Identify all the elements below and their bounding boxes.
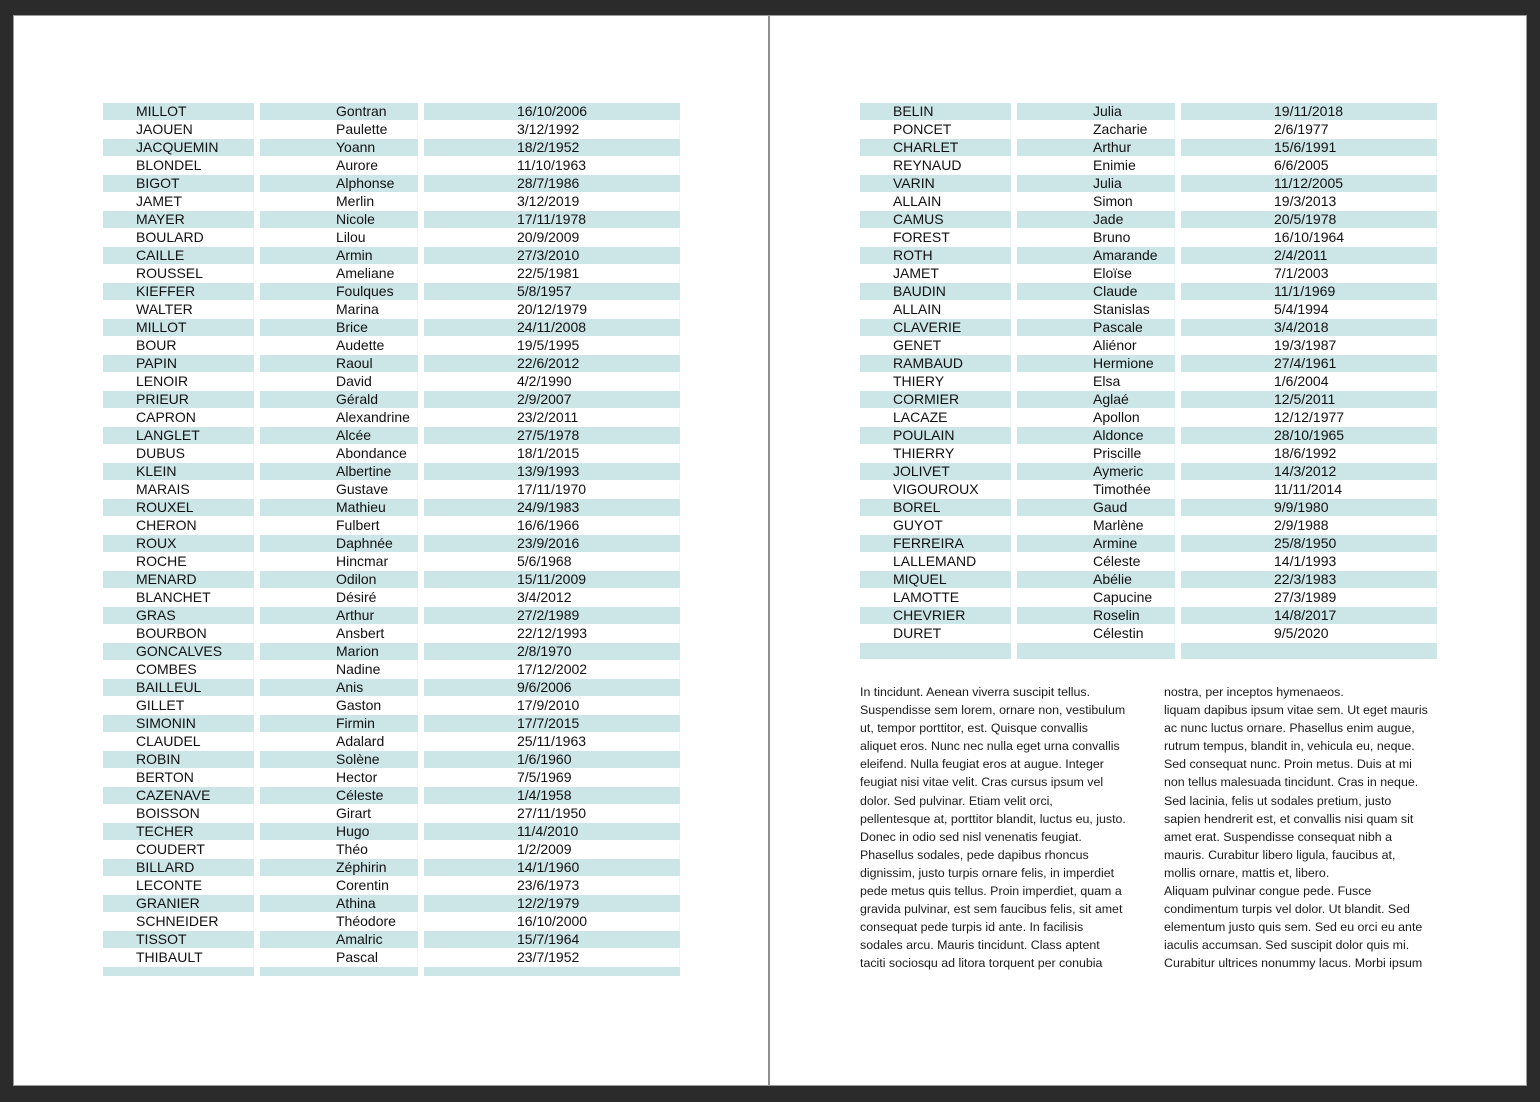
- birth-date-cell: 17/7/2015: [424, 715, 680, 732]
- first-name-cell: Capucine: [1017, 589, 1175, 606]
- last-name-cell: GENET: [860, 337, 1011, 354]
- first-name-cell: Julia: [1017, 103, 1175, 120]
- birth-date-cell: 3/12/2019: [424, 193, 680, 210]
- birth-date-cell: 23/2/2011: [424, 409, 680, 426]
- first-name-cell: Albertine: [260, 463, 418, 480]
- first-name-cell: Alcée: [260, 427, 418, 444]
- first-name-cell: Priscille: [1017, 445, 1175, 462]
- last-name-cell: JAOUEN: [103, 121, 254, 138]
- first-name-cell: Lilou: [260, 229, 418, 246]
- last-name-cell: CHERON: [103, 517, 254, 534]
- birth-date-cell: 17/11/1978: [424, 211, 680, 228]
- first-name-cell: Pascal: [260, 949, 418, 966]
- birth-date-cell: 9/6/2006: [424, 679, 680, 696]
- last-name-cell: BIGOT: [103, 175, 254, 192]
- birth-date-cell: 27/5/1978: [424, 427, 680, 444]
- birth-date-cell: 17/9/2010: [424, 697, 680, 714]
- last-name-cell: VARIN: [860, 175, 1011, 192]
- first-name-cell: Daphnée: [260, 535, 418, 552]
- birth-date-cell: 9/9/1980: [1181, 499, 1437, 516]
- first-name-cell: Abondance: [260, 445, 418, 462]
- birth-date-cell: 2/9/1988: [1181, 517, 1437, 534]
- first-name-cell: Pascale: [1017, 319, 1175, 336]
- last-name-cell: CHARLET: [860, 139, 1011, 156]
- first-name-cell: Hector: [260, 769, 418, 786]
- last-name-cell: PAPIN: [103, 355, 254, 372]
- first-name-cell: Arthur: [260, 607, 418, 624]
- last-name-cell: BERTON: [103, 769, 254, 786]
- last-name-cell: ROUXEL: [103, 499, 254, 516]
- last-name-cell: BOISSON: [103, 805, 254, 822]
- last-name-cell: PONCET: [860, 121, 1011, 138]
- birth-date-cell: 3/12/1992: [424, 121, 680, 138]
- first-name-cell: Corentin: [260, 877, 418, 894]
- last-name-cell: LENOIR: [103, 373, 254, 390]
- birth-date-cell: 16/10/2006: [424, 103, 680, 120]
- birth-date-cell: 27/3/2010: [424, 247, 680, 264]
- first-name-cell: Merlin: [260, 193, 418, 210]
- birth-date-cell: 23/6/1973: [424, 877, 680, 894]
- birth-date-cell: 18/2/1952: [424, 139, 680, 156]
- last-name-cell: MILLOT: [103, 103, 254, 120]
- birth-date-cell: 18/6/1992: [1181, 445, 1437, 462]
- last-name-cell: MARAIS: [103, 481, 254, 498]
- first-name-cell: Marion: [260, 643, 418, 660]
- first-name-cell: Eloïse: [1017, 265, 1175, 282]
- birth-date-cell: 25/11/1963: [424, 733, 680, 750]
- birth-date-cell: 11/1/1969: [1181, 283, 1437, 300]
- first-name-cell: Anis: [260, 679, 418, 696]
- birth-date-cell: 15/7/1964: [424, 931, 680, 948]
- first-name-cell: Aldonce: [1017, 427, 1175, 444]
- last-name-cell: LAMOTTE: [860, 589, 1011, 606]
- birth-date-cell: 18/1/2015: [424, 445, 680, 462]
- first-name-cell: Enimie: [1017, 157, 1175, 174]
- last-name-cell: BOREL: [860, 499, 1011, 516]
- first-name-cell: Marina: [260, 301, 418, 318]
- last-name-cell: CORMIER: [860, 391, 1011, 408]
- last-name-cell: JACQUEMIN: [103, 139, 254, 156]
- birth-date-cell: 5/8/1957: [424, 283, 680, 300]
- last-name-cell: COMBES: [103, 661, 254, 678]
- first-name-cell: Fulbert: [260, 517, 418, 534]
- last-name-cell: DUBUS: [103, 445, 254, 462]
- birth-date-cell: 2/9/2007: [424, 391, 680, 408]
- first-name-cell: Armin: [260, 247, 418, 264]
- birth-date-cell: 27/3/1989: [1181, 589, 1437, 606]
- first-name-cell: Bruno: [1017, 229, 1175, 246]
- first-name-cell: Arthur: [1017, 139, 1175, 156]
- birth-date-cell: 13/9/1993: [424, 463, 680, 480]
- birth-date-cell: 14/3/2012: [1181, 463, 1437, 480]
- first-name-cell: Paulette: [260, 121, 418, 138]
- first-name-cell: Abélie: [1017, 571, 1175, 588]
- first-name-cell: Ameliane: [260, 265, 418, 282]
- first-name-cell: Audette: [260, 337, 418, 354]
- birth-date-cell: 19/5/1995: [424, 337, 680, 354]
- first-name-cell: Hermione: [1017, 355, 1175, 372]
- first-name-cell: Nadine: [260, 661, 418, 678]
- empty-cell: [1181, 643, 1437, 659]
- first-name-cell: Simon: [1017, 193, 1175, 210]
- birth-date-cell: 3/4/2012: [424, 589, 680, 606]
- birth-date-cell: 5/6/1968: [424, 553, 680, 570]
- last-name-cell: GRANIER: [103, 895, 254, 912]
- birth-date-cell: 14/1/1960: [424, 859, 680, 876]
- last-name-cell: LECONTE: [103, 877, 254, 894]
- first-name-cell: Hugo: [260, 823, 418, 840]
- first-name-cell: Foulques: [260, 283, 418, 300]
- first-name-cell: Raoul: [260, 355, 418, 372]
- last-name-cell: WALTER: [103, 301, 254, 318]
- last-name-cell: THIERY: [860, 373, 1011, 390]
- last-name-cell: PRIEUR: [103, 391, 254, 408]
- empty-cell: [260, 967, 418, 976]
- first-name-cell: Zéphirin: [260, 859, 418, 876]
- first-name-cell: Zacharie: [1017, 121, 1175, 138]
- first-name-cell: Elsa: [1017, 373, 1175, 390]
- last-name-cell: JAMET: [103, 193, 254, 210]
- empty-cell: [424, 967, 680, 976]
- last-name-cell: CAZENAVE: [103, 787, 254, 804]
- last-name-cell: POULAIN: [860, 427, 1011, 444]
- first-name-cell: Roselin: [1017, 607, 1175, 624]
- last-name-cell: MILLOT: [103, 319, 254, 336]
- first-name-cell: Apollon: [1017, 409, 1175, 426]
- last-name-cell: BOUR: [103, 337, 254, 354]
- birth-date-cell: 23/7/1952: [424, 949, 680, 966]
- last-name-cell: COUDERT: [103, 841, 254, 858]
- last-name-cell: CLAVERIE: [860, 319, 1011, 336]
- first-name-cell: Brice: [260, 319, 418, 336]
- birth-date-cell: 7/1/2003: [1181, 265, 1437, 282]
- last-name-cell: VIGOUROUX: [860, 481, 1011, 498]
- last-name-cell: BELIN: [860, 103, 1011, 120]
- birth-date-cell: 22/6/2012: [424, 355, 680, 372]
- first-name-cell: Claude: [1017, 283, 1175, 300]
- first-name-cell: Alexandrine: [260, 409, 418, 426]
- last-name-cell: ROCHE: [103, 553, 254, 570]
- last-name-cell: FOREST: [860, 229, 1011, 246]
- first-name-cell: Céleste: [260, 787, 418, 804]
- last-name-cell: LALLEMAND: [860, 553, 1011, 570]
- text-column-1: In tincidunt. Aenean viverra suscipit tellus. Suspendisse sem lorem, ornare non, vestibulum ut, tempor porttitor, est. Quisque convallis aliquet eros. Nunc nec nulla eget urna convallis eleifend. Nulla feugiat eros at augue. Integer feugiat nisi vitae velit. Cras cursus ipsum vel dolor. Sed pulvinar. Etiam velit orci, pellentesque at, porttitor blandit, luctus eu, justo. Donec in odio sed nisl venenatis feugiat. Phasellus sodales, pede dapibus rhoncus dignissim, justo turpis ornare felis, in imperdiet pede metus quis tellus. Proin imperdiet, quam a gravida pulvinar, est sem faucibus felis, sit amet consequat pede turpis id ante. In facilisis sodales arcu. Mauris tincidunt. Class aptent taciti sociosqu ad litora torquent per conubia: [860, 685, 1126, 971]
- last-name-cell: ROTH: [860, 247, 1011, 264]
- last-name-cell: BLONDEL: [103, 157, 254, 174]
- birth-date-cell: 22/12/1993: [424, 625, 680, 642]
- first-name-cell: Jade: [1017, 211, 1175, 228]
- birth-date-cell: 11/4/2010: [424, 823, 680, 840]
- last-name-cell: BAILLEUL: [103, 679, 254, 696]
- last-name-cell: MENARD: [103, 571, 254, 588]
- birth-date-cell: 9/5/2020: [1181, 625, 1437, 642]
- birth-date-cell: 17/11/1970: [424, 481, 680, 498]
- first-name-cell: David: [260, 373, 418, 390]
- document-spread: [13, 15, 1527, 1086]
- last-name-cell: ROUX: [103, 535, 254, 552]
- last-name-cell: GRAS: [103, 607, 254, 624]
- first-name-cell: Yoann: [260, 139, 418, 156]
- last-name-cell: BLANCHET: [103, 589, 254, 606]
- birth-date-cell: 14/1/1993: [1181, 553, 1437, 570]
- birth-date-cell: 16/6/1966: [424, 517, 680, 534]
- last-name-cell: KLEIN: [103, 463, 254, 480]
- last-name-cell: THIBAULT: [103, 949, 254, 966]
- last-name-cell: TISSOT: [103, 931, 254, 948]
- last-name-cell: GUYOT: [860, 517, 1011, 534]
- birth-date-cell: 19/3/2013: [1181, 193, 1437, 210]
- last-name-cell: BAUDIN: [860, 283, 1011, 300]
- birth-date-cell: 4/2/1990: [424, 373, 680, 390]
- first-name-cell: Théodore: [260, 913, 418, 930]
- last-name-cell: ROUSSEL: [103, 265, 254, 282]
- first-name-cell: Gérald: [260, 391, 418, 408]
- first-name-cell: Amarande: [1017, 247, 1175, 264]
- first-name-cell: Gaud: [1017, 499, 1175, 516]
- birth-date-cell: 16/10/1964: [1181, 229, 1437, 246]
- birth-date-cell: 28/10/1965: [1181, 427, 1437, 444]
- birth-date-cell: 15/11/2009: [424, 571, 680, 588]
- first-name-cell: Gaston: [260, 697, 418, 714]
- first-name-cell: Armine: [1017, 535, 1175, 552]
- birth-date-cell: 27/2/1989: [424, 607, 680, 624]
- first-name-cell: Adalard: [260, 733, 418, 750]
- birth-date-cell: 7/5/1969: [424, 769, 680, 786]
- birth-date-cell: 11/11/2014: [1181, 481, 1437, 498]
- first-name-cell: Amalric: [260, 931, 418, 948]
- last-name-cell: LACAZE: [860, 409, 1011, 426]
- last-name-cell: JAMET: [860, 265, 1011, 282]
- empty-cell: [103, 967, 254, 976]
- last-name-cell: THIERRY: [860, 445, 1011, 462]
- birth-date-cell: 20/12/1979: [424, 301, 680, 318]
- first-name-cell: Célestin: [1017, 625, 1175, 642]
- birth-date-cell: 5/4/1994: [1181, 301, 1437, 318]
- first-name-cell: Marlène: [1017, 517, 1175, 534]
- birth-date-cell: 22/5/1981: [424, 265, 680, 282]
- birth-date-cell: 20/9/2009: [424, 229, 680, 246]
- last-name-cell: CAMUS: [860, 211, 1011, 228]
- birth-date-cell: 1/6/1960: [424, 751, 680, 768]
- page-divider: [768, 16, 770, 1085]
- last-name-cell: BOULARD: [103, 229, 254, 246]
- first-name-cell: Athina: [260, 895, 418, 912]
- last-name-cell: JOLIVET: [860, 463, 1011, 480]
- birth-date-cell: 1/6/2004: [1181, 373, 1437, 390]
- last-name-cell: FERREIRA: [860, 535, 1011, 552]
- last-name-cell: SCHNEIDER: [103, 913, 254, 930]
- first-name-cell: Nicole: [260, 211, 418, 228]
- first-name-cell: Julia: [1017, 175, 1175, 192]
- last-name-cell: KIEFFER: [103, 283, 254, 300]
- first-name-cell: Aglaé: [1017, 391, 1175, 408]
- birth-date-cell: 2/4/2011: [1181, 247, 1437, 264]
- birth-date-cell: 3/4/2018: [1181, 319, 1437, 336]
- birth-date-cell: 2/8/1970: [424, 643, 680, 660]
- last-name-cell: BOURBON: [103, 625, 254, 642]
- birth-date-cell: 24/9/1983: [424, 499, 680, 516]
- last-name-cell: CAILLE: [103, 247, 254, 264]
- birth-date-cell: 2/6/1977: [1181, 121, 1437, 138]
- birth-date-cell: 14/8/2017: [1181, 607, 1437, 624]
- last-name-cell: GONCALVES: [103, 643, 254, 660]
- birth-date-cell: 28/7/1986: [424, 175, 680, 192]
- last-name-cell: BILLARD: [103, 859, 254, 876]
- birth-date-cell: 1/4/1958: [424, 787, 680, 804]
- birth-date-cell: 20/5/1978: [1181, 211, 1437, 228]
- first-name-cell: Ansbert: [260, 625, 418, 642]
- last-name-cell: REYNAUD: [860, 157, 1011, 174]
- first-name-cell: Hincmar: [260, 553, 418, 570]
- body-text-columns: [860, 683, 1437, 973]
- birth-date-cell: 27/11/1950: [424, 805, 680, 822]
- birth-date-cell: 11/10/1963: [424, 157, 680, 174]
- last-name-cell: LANGLET: [103, 427, 254, 444]
- last-name-cell: MIQUEL: [860, 571, 1011, 588]
- first-name-cell: Firmin: [260, 715, 418, 732]
- birth-date-cell: 16/10/2000: [424, 913, 680, 930]
- birth-date-cell: 23/9/2016: [424, 535, 680, 552]
- last-name-cell: ALLAIN: [860, 301, 1011, 318]
- first-name-cell: Odilon: [260, 571, 418, 588]
- birth-date-cell: 12/12/1977: [1181, 409, 1437, 426]
- empty-cell: [1017, 643, 1175, 659]
- birth-date-cell: 25/8/1950: [1181, 535, 1437, 552]
- birth-date-cell: 12/2/1979: [424, 895, 680, 912]
- empty-cell: [860, 643, 1011, 659]
- birth-date-cell: 15/6/1991: [1181, 139, 1437, 156]
- first-name-cell: Girart: [260, 805, 418, 822]
- last-name-cell: GILLET: [103, 697, 254, 714]
- birth-date-cell: 6/6/2005: [1181, 157, 1437, 174]
- first-name-cell: Solène: [260, 751, 418, 768]
- first-name-cell: Alphonse: [260, 175, 418, 192]
- first-name-cell: Aurore: [260, 157, 418, 174]
- birth-date-cell: 19/3/1987: [1181, 337, 1437, 354]
- birth-date-cell: 12/5/2011: [1181, 391, 1437, 408]
- last-name-cell: CAPRON: [103, 409, 254, 426]
- last-name-cell: MAYER: [103, 211, 254, 228]
- birth-date-cell: 17/12/2002: [424, 661, 680, 678]
- text-column-2: nostra, per inceptos hymenaeos. liquam dapibus ipsum vitae sem. Ut eget mauris ac nunc luctus ornare. Phasellus enim augue, rutrum tempus, blandit in, vehicula eu, neque. Sed consequat nunc. Proin metus. Duis at mi non tellus malesuada tincidunt. Cras in neque. Sed lacinia, felis ut sodales pretium, justo sapien hendrerit est, et convallis nisi quam sit amet erat. Suspendisse consequat nibh a mauris. Curabitur libero ligula, faucibus at, mollis ornare, mattis et, libero. Aliquam pulvinar congue pede. Fusce condimentum turpis vel dolor. Ut blandit. Sed elementum justo quis sem. Sed eu orci eu ante iaculis accumsan. Sed suscipit dolor quis mi. Curabitur ultrices nonummy lacus. Morbi ipsum: [1164, 685, 1428, 971]
- last-name-cell: DURET: [860, 625, 1011, 642]
- birth-date-cell: 22/3/1983: [1181, 571, 1437, 588]
- last-name-cell: ALLAIN: [860, 193, 1011, 210]
- last-name-cell: CLAUDEL: [103, 733, 254, 750]
- first-name-cell: Gontran: [260, 103, 418, 120]
- birth-date-cell: 19/11/2018: [1181, 103, 1437, 120]
- birth-date-cell: 11/12/2005: [1181, 175, 1437, 192]
- birth-date-cell: 27/4/1961: [1181, 355, 1437, 372]
- first-name-cell: Timothée: [1017, 481, 1175, 498]
- last-name-cell: ROBIN: [103, 751, 254, 768]
- first-name-cell: Désiré: [260, 589, 418, 606]
- first-name-cell: Gustave: [260, 481, 418, 498]
- last-name-cell: RAMBAUD: [860, 355, 1011, 372]
- first-name-cell: Mathieu: [260, 499, 418, 516]
- first-name-cell: Théo: [260, 841, 418, 858]
- first-name-cell: Céleste: [1017, 553, 1175, 570]
- first-name-cell: Aliénor: [1017, 337, 1175, 354]
- birth-date-cell: 24/11/2008: [424, 319, 680, 336]
- birth-date-cell: 1/2/2009: [424, 841, 680, 858]
- last-name-cell: CHEVRIER: [860, 607, 1011, 624]
- last-name-cell: TECHER: [103, 823, 254, 840]
- last-name-cell: SIMONIN: [103, 715, 254, 732]
- first-name-cell: Aymeric: [1017, 463, 1175, 480]
- first-name-cell: Stanislas: [1017, 301, 1175, 318]
